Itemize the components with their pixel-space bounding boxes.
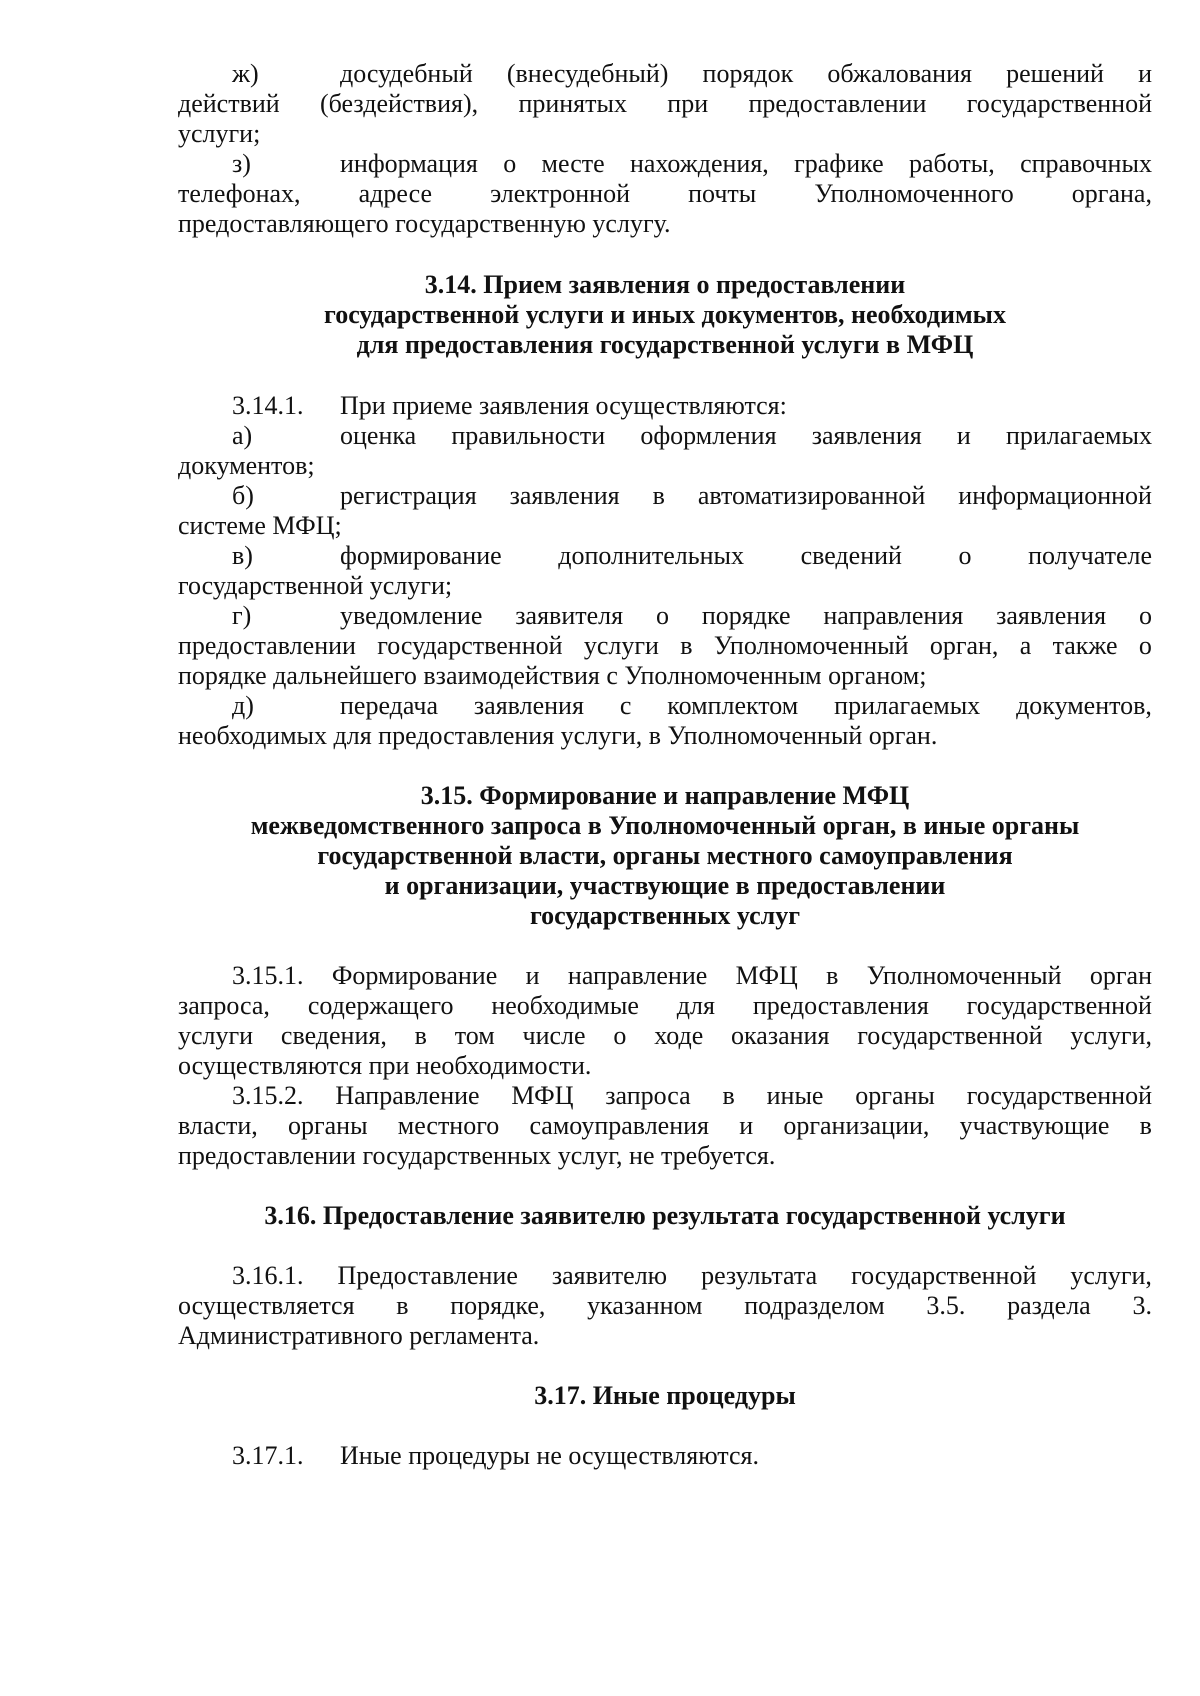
paragraph-line: государственной услуги; [178, 571, 453, 600]
word: о [503, 149, 517, 178]
section-heading-line: государственной услуги и иных документов, необходимых [324, 300, 1006, 329]
word: местного [397, 1111, 500, 1140]
word: получателе [1028, 541, 1152, 570]
word: самоуправления [529, 1111, 710, 1140]
word: МФЦ [511, 1081, 574, 1110]
word: действий [178, 89, 280, 118]
list-item-first-line [340, 539, 1152, 572]
word: содержащего [307, 991, 454, 1020]
word: для [676, 991, 715, 1020]
word: заявителю [551, 1261, 668, 1290]
word: сведений [800, 541, 902, 570]
word: порядке, [450, 1291, 546, 1320]
word: Уполномоченный [866, 961, 1062, 990]
paragraph-line: необходимых для предоставления услуги, в Уполномоченный орган. [178, 721, 938, 750]
section-heading-line: государственной власти, органы местного самоуправления [317, 841, 1013, 870]
word: 3.15.1. [232, 961, 304, 990]
word: заявления [473, 691, 584, 720]
word: при [667, 89, 709, 118]
word: 3.5. [926, 1291, 966, 1320]
paragraph-line: предоставляющего государственную услугу. [178, 209, 671, 238]
list-item-first-line [340, 599, 1152, 632]
list-item-first-line [340, 479, 1152, 512]
word: досудебный [340, 59, 473, 88]
word: в [722, 1081, 735, 1110]
word: указанном [587, 1291, 703, 1320]
word: электронной [490, 179, 631, 208]
list-marker: б) [232, 481, 254, 510]
word: услуги [178, 1021, 254, 1050]
word: осуществляется [178, 1291, 355, 1320]
word: в [652, 481, 665, 510]
word: государственной [966, 1081, 1152, 1110]
list-marker: з) [232, 149, 251, 178]
word: услуги, [1070, 1261, 1152, 1290]
word: (внесудебный) [506, 59, 669, 88]
word: заявления [811, 421, 922, 450]
word: Формирование [331, 961, 498, 990]
word: заявления [996, 601, 1107, 630]
word: оказания [731, 1021, 830, 1050]
word: заявления [509, 481, 620, 510]
word: и [525, 961, 540, 990]
word: нахождения, [629, 149, 769, 178]
word: в [826, 961, 839, 990]
list-marker: а) [232, 421, 253, 450]
word: документов, [1016, 691, 1152, 720]
word: числе [522, 1021, 586, 1050]
word: а [1019, 631, 1032, 660]
word: органы [287, 1111, 368, 1140]
paragraph-number: 3.14.1. [232, 391, 304, 420]
word: порядок [702, 59, 794, 88]
word: Уполномоченного [814, 179, 1014, 208]
word: государственной [966, 991, 1152, 1020]
word: регистрация [340, 481, 477, 510]
word: государственной [851, 1261, 1037, 1290]
word: о [613, 1021, 627, 1050]
word: орган, [929, 631, 999, 660]
word: МФЦ [735, 961, 798, 990]
word: информационной [958, 481, 1152, 510]
list-marker: в) [232, 541, 253, 570]
word: Уполномоченный [713, 631, 909, 660]
word: обжалования [827, 59, 972, 88]
section-heading-line: 3.15. Формирование и направление МФЦ [420, 781, 910, 810]
word: сведения, [280, 1021, 387, 1050]
word: 3.16.1. [232, 1261, 304, 1290]
word: о [655, 601, 669, 630]
paragraph-number: 3.17.1. [232, 1441, 304, 1470]
word: дополнительных [558, 541, 744, 570]
word: оформления [640, 421, 777, 450]
word: месте [541, 149, 605, 178]
section-heading-line: государственных услуг [529, 901, 801, 930]
word: запроса, [178, 991, 270, 1020]
word: направление [567, 961, 708, 990]
word: результата [701, 1261, 818, 1290]
word: решений [1006, 59, 1104, 88]
list-marker: ж) [232, 59, 259, 88]
word: и [956, 421, 971, 450]
word: организации, [783, 1111, 930, 1140]
word: информация [340, 149, 478, 178]
word: услуги [583, 631, 659, 660]
word: участвующие [959, 1111, 1110, 1140]
word: запроса [605, 1081, 691, 1110]
paragraph-text: При приеме заявления осуществляются: [340, 391, 787, 420]
word: том [454, 1021, 495, 1050]
paragraph-text: Иные процедуры не осуществляются. [340, 1441, 759, 1470]
word: орган [1089, 961, 1152, 990]
paragraph-line [178, 87, 1152, 120]
section-heading-line: 3.16. Предоставление заявителю результата государственной услуги [264, 1201, 1066, 1230]
word: и [1138, 59, 1152, 88]
word: прилагаемых [1005, 421, 1152, 450]
paragraph-line: услуги; [178, 119, 261, 148]
word: услуги, [1070, 1021, 1152, 1050]
paragraph-first-line [232, 959, 1152, 992]
section-heading-line: и организации, участвующие в предоставлении [384, 871, 946, 900]
word: принятых [518, 89, 627, 118]
word: органа, [1071, 179, 1152, 208]
section-heading-line: 3.14. Прием заявления о предоставлении [424, 270, 906, 299]
word: Направление [335, 1081, 480, 1110]
word: и [739, 1111, 754, 1140]
word: передача [340, 691, 438, 720]
paragraph-line: Административного регламента. [178, 1321, 540, 1350]
paragraph-line [178, 1289, 1152, 1322]
word: справочных [1020, 149, 1152, 178]
paragraph-line: предоставлении государственных услуг, не требуется. [178, 1141, 776, 1170]
list-item-first-line [340, 689, 1152, 722]
word: раздела [1007, 1291, 1091, 1320]
word: почты [688, 179, 757, 208]
word: графике [794, 149, 884, 178]
word: прилагаемых [834, 691, 981, 720]
word: с [619, 691, 632, 720]
word: государственной [377, 631, 563, 660]
paragraph-line [178, 989, 1152, 1022]
word: органы [855, 1081, 935, 1110]
word: предоставления [752, 991, 929, 1020]
word: государственной [857, 1021, 1043, 1050]
word: в [680, 631, 693, 660]
list-marker: г) [232, 601, 252, 630]
list-marker: д) [232, 691, 254, 720]
word: предоставлении [178, 631, 356, 660]
list-item-first-line [340, 147, 1152, 180]
paragraph-line [178, 1019, 1152, 1052]
word: о [1139, 601, 1152, 630]
word: в [414, 1021, 427, 1050]
paragraph-first-line [232, 1259, 1152, 1292]
word: комплектом [667, 691, 799, 720]
word: телефонах, [178, 179, 301, 208]
section-heading-line: для предоставления государственной услуги в МФЦ [356, 330, 974, 359]
word: необходимые [491, 991, 639, 1020]
word: 3.15.2. [232, 1081, 304, 1110]
word: формирование [340, 541, 502, 570]
word: государственной [966, 89, 1152, 118]
list-item-first-line [340, 419, 1152, 452]
word: о [1138, 631, 1152, 660]
word: в [396, 1291, 409, 1320]
word: ходе [654, 1021, 704, 1050]
list-item-first-line [340, 57, 1152, 90]
word: порядке [701, 601, 791, 630]
word: уведомление [340, 601, 483, 630]
paragraph-line [178, 629, 1152, 662]
paragraph-line: порядке дальнейшего взаимодействия с Уполномоченным органом; [178, 661, 927, 690]
word: автоматизированной [697, 481, 926, 510]
word: работы, [908, 149, 995, 178]
paragraph-line: осуществляются при необходимости. [178, 1051, 592, 1080]
word: заявителя [515, 601, 624, 630]
word: о [958, 541, 972, 570]
word: адресе [358, 179, 432, 208]
word: власти, [178, 1111, 258, 1140]
word: предоставлении [748, 89, 927, 118]
word: оценка [340, 421, 417, 450]
paragraph-line: документов; [178, 451, 315, 480]
section-heading-line: 3.17. Иные процедуры [534, 1381, 796, 1410]
paragraph-line [178, 177, 1152, 210]
word: 3. [1132, 1291, 1152, 1320]
word: (бездействия), [320, 89, 479, 118]
word: также [1052, 631, 1118, 660]
paragraph-line: системе МФЦ; [178, 511, 342, 540]
word: иные [766, 1081, 824, 1110]
paragraph-line [178, 1109, 1152, 1142]
word: правильности [451, 421, 606, 450]
word: подразделом [744, 1291, 885, 1320]
section-heading-line: межведомственного запроса в Уполномоченный орган, в иные органы [250, 811, 1080, 840]
word: в [1139, 1111, 1152, 1140]
word: направления [823, 601, 964, 630]
paragraph-first-line [232, 1079, 1152, 1112]
word: Предоставление [337, 1261, 518, 1290]
